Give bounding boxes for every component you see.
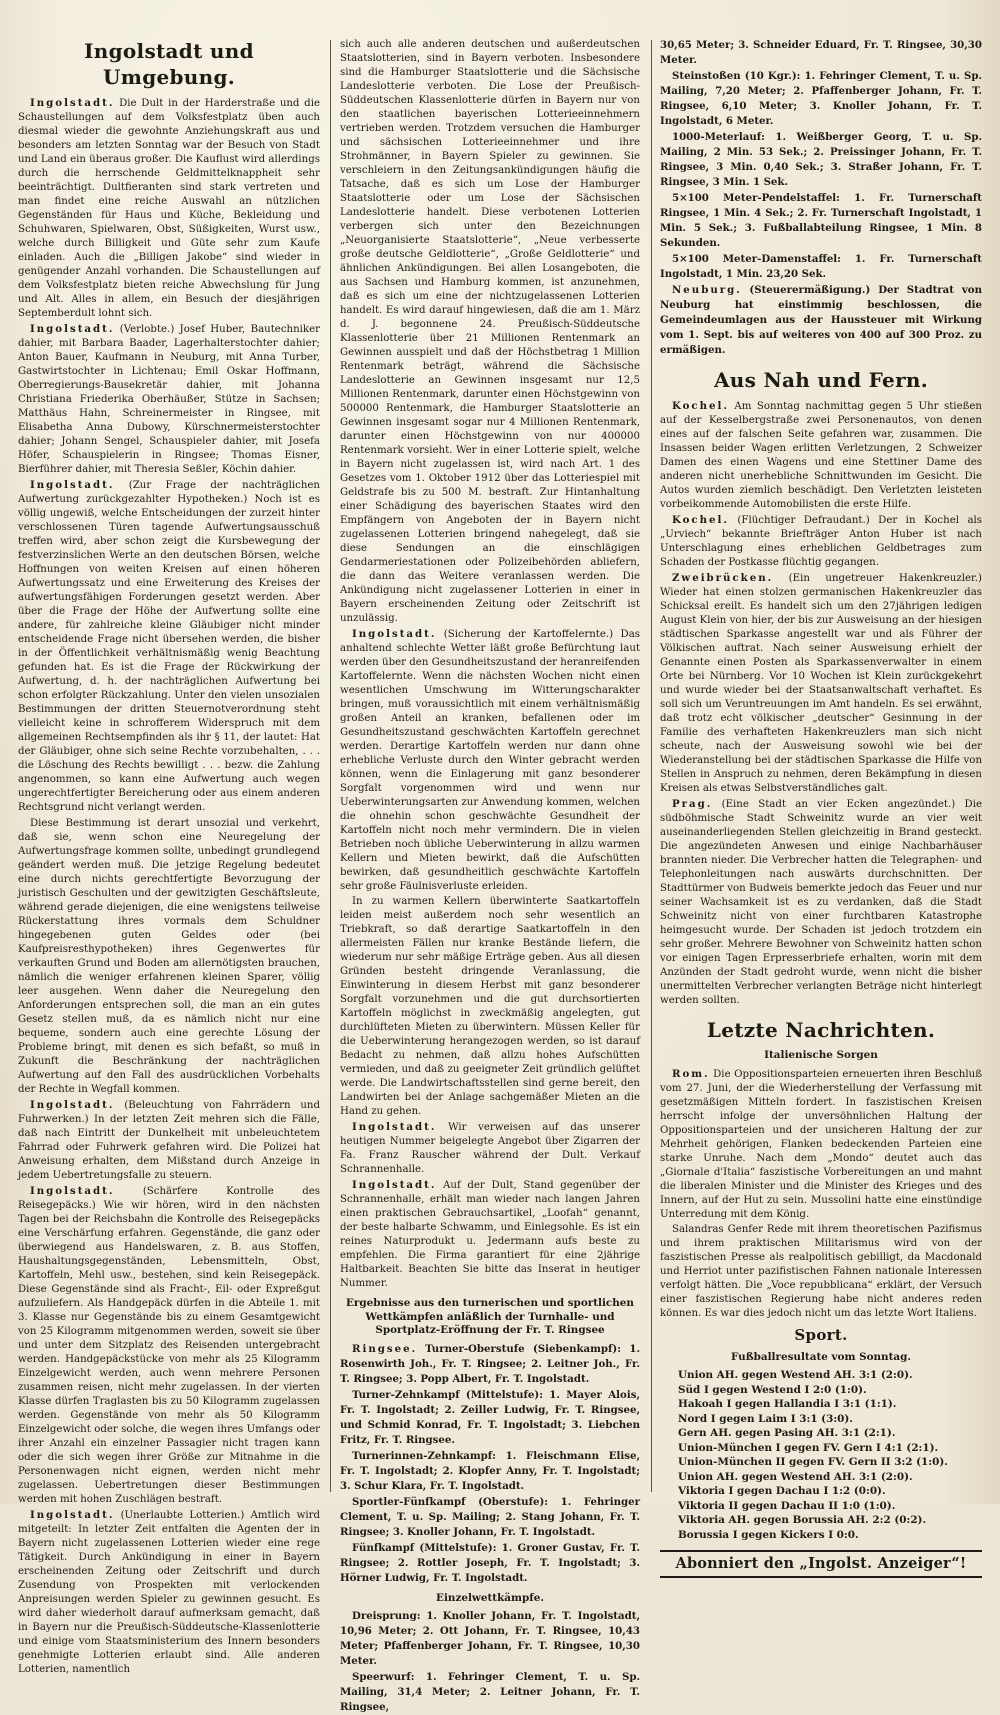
results-caption: Ergebnisse aus den turnerischen und sportlichen Wettkämpfen anläßlich der Turnhalle- und Sportplatz-Eröffnung der Fr. T. Ringsee <box>346 1297 634 1336</box>
result-paragraph: Fünfkampf (Mittelstufe): 1. Groner Gustav, Fr. T. Ringsee; 2. Rottler Joseph, Fr. T. Ingolstadt; 3. Hörner Ludwig, Fr. T. Ingolstadt. <box>340 1541 640 1584</box>
section-heading-sport: Sport. <box>794 1325 848 1344</box>
column-middle <box>340 38 640 1713</box>
section-heading-letzte-nachrichten: Letzte Nachrichten. <box>706 1018 936 1042</box>
list-item: Borussia I gegen Kickers I 0:0. <box>678 1528 859 1541</box>
football-results-list <box>660 1368 982 1542</box>
article-paragraph: Prag. (Eine Stadt an vier Ecken angezündet.) Die südböhmische Stadt Schweinitz wurde an vier weit auseinanderliegenden Stellen gleichzeitig in Brand gesteckt. Die angezündeten Anwesen und einige Nachbarhäuser brannten nieder. Die Verbrecher hatten die Telegraphen- und Telephonleitungen nach auswärts durchschnitten. Der Stadttürmer von Budweis bemerkte jedoch das Feuer und nur seiner Wachsamkeit ist es zu verdanken, daß die Stadt Schweinitz nicht von einer furchtbaren Katastrophe heimgesucht wurde. Der Schaden ist jedoch trotzdem ein sehr großer. Mehrere Bewohner von Schweinitz hatten schon vor einigen Tagen Erpresserbriefe erhalten, worin mit dem Anzünden der Stadt gedroht wurde, wenn nicht die bisher unermittelten Verbrecher verlangten Beträge nicht hinterlegt werden sollten. <box>660 798 982 1006</box>
article-paragraph: Ingolstadt. Auf der Dult, Stand gegenüber der Schrannenhalle, erhält man wieder nach langen Jahren einen praktischen Gebrauchsartikel, „Loofah“ genannt, der beste halbarte Schwamm, und Einlegsohle. Es ist ein reines Naturprodukt u. Jedermann aufs beste zu empfehlen. Die Firma garantiert für eine 2jährige Haltbarkeit. Beachten Sie bitte das Inserat in heutiger Nummer. <box>340 1179 640 1289</box>
list-item: Hakoah I gegen Hallandia I 3:1 (1:1). <box>678 1398 897 1410</box>
column-rule <box>651 40 652 1492</box>
article-paragraph: Ingolstadt. (Verlobte.) Josef Huber, Bautechniker dahier, mit Barbara Baader, Lagerhalterstochter dahier; Anton Bauer, Kaufmann in Neuburg, mit Anna Turber, Gastwirtstochter in Lichtenau; Emil Oskar Hoffmann, Oberregierungs-Bausekretär dahier, mit Johanna Christiana Friederika Oberhäußer, Stütze in Sachsen; Matthäus Hahn, Schreinermeister in Ringsee, mit Elisabetha Anna Dubowy, Kürschnermeisterstochter dahier; Johann Sengel, Schauspieler dahier, mit Josefa Höfer, Schauspielerin in Ringsee; Thomas Eisner, Bierführer dahier, mit Theresia Seßler, Köchin dahier. <box>18 323 320 475</box>
article-paragraph: Ingolstadt. (Schärfere Kontrolle des Reisegepäcks.) Wie wir hören, wird in den nächsten Tagen bei der Reichsbahn die Kontrolle des Reisegepäcks eine Verschärfung erfahren. Gegenstände, die ganz oder überwiegend aus Handelswaren, z. B. aus Stoffen, Haushaltungsgegenständen, Lebensmitteln, Obst, Kartoffeln, Mehl usw., bestehen, sind kein Reisegepäck. Diese Gegenstände sind als Fracht-, Eil- oder Expreßgut aufzuliefern. Als Handgepäck dürfen in die Abteile 1. mit 3. Klasse nur Gegenstände bis zu einem Gesamtgewicht von 25 Kilogramm mitgenommen werden, soweit sie über und unter dem Sitzplatz des Reisenden untergebracht werden. Handgepäckstücke von mehr als 25 Kilogramm Einzelgewicht werden, auch wenn mehrere Personen zusammen reisen, nicht mehr zugelassen. In der vierten Klasse dürfen Traglasten bis zu 50 Kilogramm zugelassen werden. Gegenstände von mehr als 50 Kilogramm Einzelgewicht oder solche, die wegen ihres Umfangs oder ihrer Anzahl ein einzelner Passagier nicht tragen kann oder die sich wegen ihrer Größe zur Mitnahme in die Personenwagen nicht eignen, werden nicht mehr zugelassen. Uebertretungen dieser Bestimmungen werden mit hohen Zuschlägen bestraft. <box>18 1185 320 1505</box>
column-right <box>660 38 982 1572</box>
article-paragraph: sich auch alle anderen deutschen und außerdeutschen Staatslotterien, sind in Bayern verboten. Insbesondere sind die Hamburger Staatslotterie und die Sächsische Landeslotterie verboten. Die Lose der Preußisch-Süddeutschen Klassenlotterie dürfen in Bayern nur von den staatlichen bayerischen Lotterieeinnehmern vertrieben werden. Trotzdem versuchen die Hamburger und sächsischen Lotterieeinnehmer und ihre Strohmänner, in Bayern Spieler zu gewinnen. Sie verschleiern in den Zeitungsankündigungen häufig die Tatsache, daß es sich um Lose der Hamburger Staatslotterie oder um Lose der Sächsischen Landeslotterie handelt. Diese verbotenen Lotterien verbergen sich unter den Bezeichnungen „Neuorganisierte Staatslotterie“, „Neue verbesserte große deutsche Geldlotterie“, „Große Geldlotterie“ und ähnlichen Ankündigungen. Bei allen Losangeboten, die aus Sachsen und Hamburg kommen, ist anzunehmen, daß es sich um eine der nichtzugelassenen Lotterien handelt. Es wird darauf hingewiesen, daß die am 1. März d. J. begonnene 24. Preußisch-Süddeutsche Klassenlotterie über 21 Millionen Rentenmark an Gewinnen ausspielt und daß der Höchstbetrag 1 Million Rentenmark beträgt, während die Sächsische Landeslotterie an Gewinnen insgesamt nur 12,5 Millionen Rentenmark, darunter einen Höchstgewinn von 500000 Rentenmark, die Hamburger Staatslotterie an Gewinnen insgesamt sogar nur 4 Millionen Rentenmark, darunter einen Höchstgewinn von nur 400000 Rentenmark vorsieht. Wer in einer Lotterie spielt, welche in Bayern nicht zugelassen ist, wird nach Art. 1 des Gesetzes vom 1. Oktober 1912 über das Lotteriespiel mit Geldstrafe bis zu 500 M. bestraft. Zur Hintanhaltung einer Schädigung des bayerischen Staates wird den Empfängern von Angeboten der in Bayern nicht zugelassenen Lotterien bringend nahegelegt, daß sie diese Sendungen an die einschlägigen Gendarmeriestationen oder Polizeibehörden abliefern, die dann das Weitere veranlassen werden. Die Ankündigung nicht zugelassener Lotterien in einer in Bayern erscheinenden Zeitung oder Zeitschrift ist unzulässig. <box>340 39 640 624</box>
article-paragraph: Zweibrücken. (Ein ungetreuer Hakenkreuzler.) Wieder hat einen stolzen germanischen Hakenkreuzler das Schicksal ereilt. Es handelt sich um den 27jährigen ledigen August Klein von hier, der bis zur Ausweisung an der hiesigen städtischen Sparkasse angestellt war und als Führer der Völkischen auftrat. Nach seiner Ausweisung erhielt der Genannte einen Posten als Sparkassenverwalter in einem Orte bei Nürnberg. Vor 10 Wochen ist Klein zurückgekehrt und wurde wieder bei der Staatsanwaltschaft verhaftet. Es soll sich um Veruntreuungen im Amt handeln. Es sei erwähnt, daß trotz echt völkischer „deutscher“ Gesinnung in der Familie des verhafteten Hakenkreuzlers man sich nicht scheute, nach der Ausweisung sowohl wie bei der Wiederanstellung bei der städtischen Sparkasse die Hilfe von Stellen in Anspruch zu nehmen, deren Bekämpfung in diesen Kreisen als etwas Selbstverständliches galt. <box>660 572 982 794</box>
subheading-italien: Italienische Sorgen <box>764 1049 878 1061</box>
section-heading-nah-fern: Aus Nah und Fern. <box>713 368 929 392</box>
article-paragraph: Neuburg. (Steuerermäßigung.) Der Stadtrat von Neuburg hat einstimmig beschlossen, die Gemeindeumlagen aus der Haussteuer mit Wirkung vom 1. Sept. bis auf weiteres von 400 auf 300 Proz. zu ermäßigen. <box>660 284 982 356</box>
result-paragraph: Speerwurf: 1. Fehringer Clement, T. u. Sp. Mailing, 31,4 Meter; 2. Leitner Johann, Fr. T. Ringsee, <box>340 1671 640 1713</box>
article-paragraph: Kochel. Am Sonntag nachmittag gegen 5 Uhr stießen auf der Kesselbergstraße zwei Personenautos, von denen eines auf der falschen Seite gefahren war, zusammen. Die Insassen beider Wagen erlitten Verletzungen, 2 Schweizer Damen des einen Wagens und eine Stettiner Dame des anderen nicht unerhebliche Schnittwunden im Gesicht. Die Autos wurden ziemlich beschädigt. Den Verletzten leisteten vorbeikommende Automobilisten die erste Hilfe. <box>660 400 982 510</box>
result-paragraph: Ringsee. Turner-Oberstufe (Siebenkampf): 1. Rosenwirth Joh., Fr. T. Ringsee; 2. Leitner Joh., Fr. T. Ringsee; 3. Popp Albert, Fr. T. Ingolstadt. <box>340 1342 640 1385</box>
column-rule <box>330 40 331 1492</box>
result-paragraph: 5×100 Meter-Damenstaffel: 1. Fr. Turnerschaft Ingolstadt, 1 Min. 23,20 Sek. <box>660 253 982 280</box>
article-list <box>18 96 320 1677</box>
article-paragraph: Ingolstadt. (Beleuchtung von Fahrrädern und Fuhrwerken.) In der letzten Zeit mehren sich die Fälle, daß nach Eintritt der Dunkelheit mit unbeleuchtetem Fahrrad oder Fuhrwerk gefahren wird. Die Polizei hat Anweisung erhalten, dem Mißstand durch Anzeige in jedem Uebertretungsfalle zu steuern. <box>18 1099 320 1181</box>
result-paragraph: 30,65 Meter; 3. Schneider Eduard, Fr. T. Ringsee, 30,30 Meter. <box>660 39 982 66</box>
list-item: Union-München I gegen FV. Gern I 4:1 (2:1). <box>678 1441 939 1454</box>
result-paragraph: Dreisprung: 1. Knoller Johann, Fr. T. Ingolstadt, 10,96 Meter; 2. Ott Johann, Fr. T. Ringsee, 10,43 Meter; Pfaffenberger Johann, Fr. T. Ringsee, 10,30 Meter. <box>340 1610 640 1667</box>
single-events-caption: Einzelwettkämpfe. <box>436 1591 544 1604</box>
article-paragraph: Ingolstadt. (Unerlaubte Lotterien.) Amtlich wird mitgeteilt: In letzter Zeit entfalten die Agenten der in Bayern nicht zugelassenen Lotterien wieder eine rege Tätigkeit. Durch Ankündigung in einer in Bayern erscheinenden Zeitung oder Zeitschrift und durch Zusendung von Prospekten mit verlockenden Anpreisungen werden Spieler zu gewinnen gesucht. Es wird daher wiederholt darauf aufmerksam gemacht, daß in Bayern nur die Preußisch-Süddeutsche-Klassenlotterie und einige vom Staatsministerium des Innern besonders genehmigte Lotterien erlaubt sind. Alle anderen Lotterien, namentlich <box>18 1509 320 1675</box>
list-item: Union AH. gegen Westend AH. 3:1 (2:0). <box>678 1369 913 1381</box>
result-paragraph: 5×100 Meter-Pendelstaffel: 1. Fr. Turnerschaft Ringsee, 1 Min. 4 Sek.; 2. Fr. Turnerschaft Ingolstadt, 1 Min. 5 Sek.; 3. Fußballabteilung Ringsee, 1 Min. 8 Sekunden. <box>660 192 982 249</box>
list-item: Union AH. gegen Westend AH. 3:1 (2:0). <box>678 1470 913 1483</box>
article-paragraph: Ingolstadt. (Zur Frage der nachträglichen Aufwertung zurückgezahlter Hypotheken.) Noch ist es völlig ungewiß, welche Entscheidungen der zurzeit hinter verschlossenen Türen tagende Aufwertungsausschuß treffen wird, aber schon zeigt die Kursbewegung der festverzinslichen Werte an den deutschen Börsen, welche Hoffnungen von weiten Kreisen auf einen höheren Aufwertungssatz und eine Erweiterung des Kreises der aufwertungsfähigen Forderungen gesetzt werden. Aber über die Frage der Höhe der Aufwertung sollte eine andere, für zahlreiche kleine Gläubiger nicht minder entscheidende Frage nicht übersehen werden, die bisher in der Öffentlichkeit verhältnismäßig wenig Beachtung gefunden hat. Es ist die Frage der Rückwirkung der Aufwertung, d. h. der nachträglichen Aufwertung bei schon erfolgter Rückzahlung. Unter den vielen unsozialen Bestimmungen der dritten Steuernotverordnung steht vielleicht keine in schrofferem Widerspruch mit dem allgemeinen Rechtsempfinden als ihr § 11, der lautet: Hat der Gläubiger, ohne sich seine Rechte vorzubehalten, . . . die Löschung des Rechts bewilligt . . . bezw. die Zahlung angenommen, so kann eine Aufwertung auch wegen ungerechtfertigter Bereicherung oder aus einem anderen Rechtsgrund nicht verlangt werden. <box>18 479 320 813</box>
subheading-fussball: Fußballresultate vom Sonntag. <box>730 1350 912 1363</box>
article-paragraph: Kochel. (Flüchtiger Defraudant.) Der in Kochel als „Urviech“ bekannte Briefträger Anton Huber ist nach Unterschlagung eines erheblichen Geldbetrages zum Schaden der Postkasse flüchtig gegangen. <box>660 514 982 568</box>
list-item: Viktoria II gegen Dachau II 1:0 (1:0). <box>678 1499 896 1512</box>
result-paragraph: Sportler-Fünfkampf (Oberstufe): 1. Fehringer Clement, T. u. Sp. Mailing; 2. Stang Johann, Fr. T. Ringsee; 3. Knoller Johann, Fr. T. Ingolstadt. <box>340 1495 640 1538</box>
section-heading-ingolstadt: Ingolstadt und Umgebung. <box>84 39 254 89</box>
article-paragraph: In zu warmen Kellern überwinterte Saatkartoffeln leiden meist außerdem noch sehr wesentlich an Triebkraft, so daß derartige Saatkartoffeln in den allermeisten Fällen nur kranke Bestände liefern, die wiederum nur sehr mäßige Erträge geben. Aus all diesen Gründen besteht dringende Veranlassung, die Einwinterung in diesem Herbst mit ganz besonderer Sorgfalt vorzunehmen und die gut durchsortierten Kartoffeln möglichst in zweckmäßig angelegten, gut durchlüfteten Mieten zu überwintern. Müssen Keller für die Ueberwinterung herangezogen werden, so ist darauf Bedacht zu nehmen, daß allzu hohes Aufschütten vermieden, und daß zu geeigneter Zeit gründlich gelüftet werde. Die Landwirtschaftsstellen sind gerne bereit, den Landwirten bei der Anlage sachgemäßer Mieten an die Hand zu gehen. <box>340 896 640 1117</box>
result-paragraph: Turnerinnen-Zehnkampf: 1. Fleischmann Elise, Fr. T. Ingolstadt; 2. Klopfer Anny, Fr. T. Ingolstadt; 3. Schur Klara, Fr. T. Ingolstadt. <box>340 1449 640 1492</box>
subscribe-banner: Abonniert den „Ingolst. Anzeiger“! <box>660 1550 982 1578</box>
article-paragraph: Ingolstadt. Wir verweisen auf das unserer heutigen Nummer beigelegte Angebot über Zigarren der Fa. Franz Rauscher während der Dult. Verkauf Schrannenhalle. <box>340 1121 640 1175</box>
list-item: Viktoria AH. gegen Borussia AH. 2:2 (0:2). <box>678 1514 927 1526</box>
result-paragraph: Turner-Zehnkampf (Mittelstufe): 1. Mayer Alois, Fr. T. Ingolstadt; 2. Zeiller Ludwig, Fr. T. Ringsee, und Schmid Konrad, Fr. T. Ingolstadt; 3. Liebchen Fritz, Fr. T. Ringsee. <box>340 1388 640 1446</box>
list-item: Union-München II gegen FV. Gern II 3:2 (1:0). <box>678 1456 948 1468</box>
list-item: Gern AH. gegen Pasing AH. 3:1 (2:1). <box>678 1427 896 1439</box>
list-item: Viktoria I gegen Dachau I 1:2 (0:0). <box>678 1485 886 1497</box>
article-paragraph: Ingolstadt. (Sicherung der Kartoffelernte.) Das anhaltend schlechte Wetter läßt große Befürchtung laut werden über den Gesundheitszustand der heranreifenden Kartoffelernte. Wenn die nächsten Wochen nicht einen wesentlichen Umschwung im Witterungscharakter bringen, muß voraussichtlich mit einem verhältnismäßig großen Anteil an kranken, befallenen oder im Gesundheitszustand geschwächten Kartoffeln gerechnet werden. Derartige Kartoffeln werden nur dann ohne erhebliche Verluste durch den Winter gebracht werden können, wenn die Einlagerung mit ganz besonderer Sorgfalt vorgenommen wird und wenn nur Ueberwinterungsarten zur Anwendung kommen, welchen die ohnehin schon geschwächte Gesundheit der Kartoffeln nicht noch mehr vermindern. Die in vielen Betrieben noch übliche Ueberwinterung in allzu warmen Kellern und Mieten bewirkt, daß die Aufschütten bewirken, daß gesundheitlich geschwächte Kartoffeln sehr große Fäulnisverluste erleiden. <box>340 628 640 892</box>
result-paragraph: 1000-Meterlauf: 1. Weißberger Georg, T. u. Sp. Mailing, 2 Min. 53 Sek.; 2. Preissinger Johann, Fr. T. Ringsee, 3 Min. 0,40 Sek.; 3. Straßer Johann, Fr. T. Ringsee, 3 Min. 1 Sek. <box>660 131 982 188</box>
article-paragraph: Salandras Genfer Rede mit ihrem theoretischen Pazifismus und ihrem praktischen Militarismus wird von der faszistischen Presse als realpolitisch gebilligt, da Macdonald und Herriot unter pazifistischen Fahnen nationale Interessen verfolgt hätten. Die „Voce repubblicana“ erklärt, der Versuch einer faszistischen Regierung habe nicht anderes reden können. Es war dies jedoch nicht um das letzte Wort Italiens. <box>660 1223 982 1319</box>
list-item: Nord I gegen Laim I 3:1 (3:0). <box>678 1412 853 1425</box>
result-paragraph: Steinstoßen (10 Kgr.): 1. Fehringer Clement, T. u. Sp. Mailing, 7,20 Meter; 2. Pfaffenberger Johann, Fr. T. Ringsee, 6,10 Meter; 3. Knoller Johann, Fr. T. Ingolstadt, 6 Meter. <box>660 70 982 127</box>
article-paragraph: Diese Bestimmung ist derart unsozial und verkehrt, daß sie, wenn schon eine Neuregelung der Aufwertungsfrage kommen sollte, unbedingt grundlegend geändert werden muß. Die jetzige Regelung bedeutet eine durch nichts gerechtfertigte Bevorzugung der juristisch Geschulten und der gewitzigten Geschäftsleute, während gerade diejenigen, die eine wenigstens teilweise Rückerstattung ihres vormals dem Schuldner hingegebenen guten Geldes oder (bei Kaufpreisresthypotheken) ihres Gegenwertes für verkauften Grund und Boden am allernötigsten brauchen, nämlich die weniger erfahrenen kleinen Sparer, völlig leer ausgehen. Wenn daher die Neuregelung den Anforderungen entsprechen soll, die man an ein gutes Gesetz stellen muß, da es nämlich nicht nur eine bequeme, sondern auch eine gerechte Lösung der Probleme bringt, mit denen es sich befaßt, so muß in Zukunft die Beschränkung der nachträglichen Aufwertung auf den Fall des ausdrücklichen Vorbehalts der Rechte in Wegfall kommen. <box>18 818 320 1095</box>
column-left <box>18 38 320 1675</box>
article-paragraph: Rom. Die Oppositionsparteien erneuerten ihren Beschluß vom 27. Juni, der die Wiederherstellung der Verfassung mit gesetzmäßigen Mitteln fordert. In faszistischen Kreisen herrscht infolge der unversöhnlichen Haltung der Oppositionsparteien und der unsicheren Haltung der zur Mehrheit gehörigen, Flanken bedeckenden Parteien eine starke Unruhe. Nach dem „Mondo“ deutet auch das „Giornale d'Italia“ faszistische Vorbereitungen an und mahnt die liberalen Minister und die Minister des Krieges und des Innern, auf der Hut zu sein. Mussolini hatte eine einstündige Unterredung mit dem König. <box>660 1067 982 1220</box>
list-item: Süd I gegen Westend I 2:0 (1:0). <box>678 1383 867 1396</box>
article-paragraph: Ingolstadt. Die Dult in der Harderstraße und die Schaustellungen auf dem Volksfestplatz üben auch diesmal wieder die gewohnte Anziehungskraft aus und besonders am letzten Sonntag war der Besuch von Stadt und Land ein überaus großer. Die Kauflust wird allerdings durch die herrschende Geldmittelknappheit sehr beeinträchtigt. Dultfieranten sind stark vertreten und man findet eine reiche Auswahl an nützlichen Gegenständen für Haus und Küche, Bekleidung und Schuhwaren, Spielwaren, Obst, Süßigkeiten, Wurst usw., welche durch Billigkeit und Güte sehr zum Kaufe einladen. Auch die „Billigen Jakobe“ sind wieder in genügender Anzahl vorhanden. Die Schaustellungen auf dem Volksfestplatz bieten reiche Abwechslung für Jung und Alt. Alles in allem, ein Besuch der diesjährigen Septemberdult lohnt sich. <box>18 97 320 319</box>
